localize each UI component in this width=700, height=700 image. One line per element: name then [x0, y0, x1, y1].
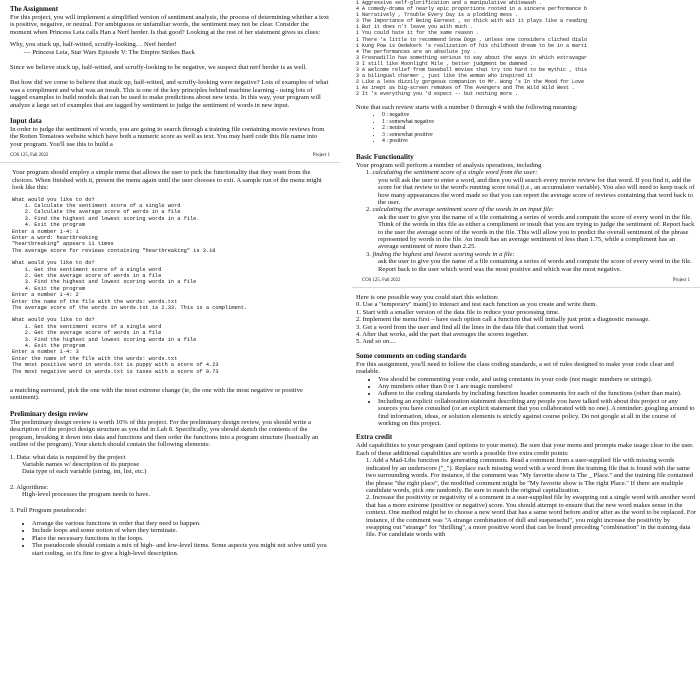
sample-run-1: What would you like to do? 1. Calculate the sentiment score of a single word 2. Calculate the average score of words in a file 3. Find the highest and lowest scoring words in a file. 4. Exit the program Enter a number 1-4: 1 Enter a word: heartbreaking "heartbreaking" appears 11 times The average score for reviews containing "heartbreaking" is 3.18 [12, 196, 216, 254]
plan-steps [356, 301, 696, 345]
plan-step: 0. Use a "temporary" main() to interact and test each function as you create and write them. [356, 301, 598, 309]
functionality-list [356, 169, 696, 273]
function-1-title: calculating the sentiment score of a single word from the user: [372, 169, 538, 177]
page-divider [352, 287, 700, 288]
function-2-body: ask the user to give you the name of a file containing a series of words and compute the score of every word in the file. Think of the words in this file as either a compliment or insult that you are trying to judge the sentiment of. Report back to the user the average score of the words in the file. This will allow you to predict the overall sentiment of the phrase represented by words in the file. An insult has an average sentiment of less than 1.75, while a compliment has an average sentiment of more than 2.25. [378, 213, 695, 251]
coding-bullet: • Adhere to the coding standards by including function header comments for each of the functions (other than main). [378, 390, 696, 397]
coding-bullet: • You should be commenting your code, and using constants in your code (not magic numbers or strings). [378, 376, 696, 383]
pseudo-bullet: • Include loops and some notion of when they terminate. [32, 527, 330, 534]
footer-project: Project 1 [312, 153, 330, 159]
score-legend-item: • 1 : somewhat negative [382, 119, 696, 126]
score-legend-item: • 4 : positive [382, 138, 696, 145]
training-data-sample: 1 Aggressive self-glorification and a manipulative whitewash . 4 A comedy-drama of nearly epic proportions rooted in a sincere performance b 1 Narratively , Trouble Every Day is a plodding mess . 3 The Importance of Being Earnest , so thick with wit it plays like a reading 1 But it does n't leave you with much . 1 You could hate it for the same reason . 1 There 's little to recommend Snow Dogs , unless one considers cliched dialo 1 Kung Pow is Oedekerk 's realization of his childhood dream to be in a marti 4 The performances are an absolute joy . 3 Fresnadillo has something serious to say about the ways in which extravagar 3 I still like Moonlight Mile , better judgment be damned . 3 A welcome relief from baseball movies that try too hard to be mythic , this 3 a bilingual charmer , just like the woman who inspired it 2 Like a less dizzily gorgeous companion to Mr. Wong 's In the Mood for Love 1 As inept as big-screen remakes of The Avengers and The Wild Wild West . 2 It 's everything you 'd expect -- but nothing more . [356, 0, 588, 98]
pseudocode-bullets [10, 520, 330, 557]
prelim-item-1b: Data type of each variable (string, int, list, etc.) [22, 468, 147, 476]
function-3-title: finding the highest and lowest scoring words in a file: [372, 250, 515, 258]
score-legend-item: • 3 : somewhat positive [382, 132, 696, 139]
basic-intro: Your program will perform a number of analysis operations, including [356, 161, 542, 169]
score-legend-item: • 0 : negative [382, 112, 696, 119]
prelim-item-2a: High-level processes the program needs to have. [22, 491, 150, 499]
assignment-paragraph-2: Since we believe stuck up, half-witted, and scruffy-looking to be negative, we suspect that nerf herder is as well. [10, 64, 307, 72]
footer-course: COS 125, Fall 2022 [362, 277, 401, 283]
continued-paragraph: a matching surround, pick the one with the most extreme change (ie, the one with the most negative or positive sentiment). [10, 387, 303, 402]
right-column [352, 0, 700, 700]
plan-step: 1. Start with a smaller version of the data file to reduce your processing time. [356, 308, 560, 316]
function-2: 2. calculating the average sentiment score of the words in an input file: [366, 206, 554, 214]
quote-line: Why, you stuck up, half-witted, scruffy-looking… Nerf herder! [10, 41, 177, 49]
page-footer-right [352, 278, 700, 284]
footer-project: Project 1 [672, 277, 690, 283]
basic-functionality-heading: Basic Functionality [356, 152, 414, 161]
coding-bullet: • Any numbers other than 0 or 1 are magic numbers! [378, 383, 696, 390]
quote-attribution: — Princess Leia, Star Wars Episode V: The Empire Strikes Back [24, 48, 195, 56]
assignment-paragraph-3: But how did we come to believe that stuck up, half-witted, and scruffy-looking were negative? Lots of examples of what was a compliment and what was an insult. This is one of the key principles behind machine learning - using lots of tagged examples to build models that can be used to make predictions about new texts. In this way, your program will analyze a large set of examples that are tagged by sentiment to judge the sentiment of words in new input. [10, 79, 329, 109]
prelim-item-1: 1. Data: what data is required by the project [10, 453, 126, 461]
extra-item: 1. Add a Mad-Libs function for generating comments. Read a comment from a user-supplied file with missing words indicated by an underscore ("_"). Replace each missing word with a word from the training file that is found with the same two surrounding words. For instance, if the comment was "My favorite show is The _ Place." and the training file contained the phrase "the right place", the modified comment might be "My favorite show is The right Place." If there are multiple candidate words, pick one randomly. Be sure to match the original capitalization. [366, 457, 694, 494]
prelim-item-3: 3. Full Program pseudocode: [10, 506, 87, 514]
coding-bullet: • Including an explicit collaboration statement describing any people you have talked with about this project or any sources you have consulted (or an explicit statement that you collaborated with no one). A reminder: googling around to find information, ideas, or solution elements is strictly against course policy. Do not google at all in the course of working on this project. [378, 398, 696, 428]
function-1: 1. calculating the sentiment score of a single word from the user: [366, 169, 538, 177]
input-data-paragraph: In order to judge the sentiment of words, you are going to search through a training file containing movie reviews from the Rotten Tomatoes website which have both a numeric score as well as text. You may hard code this file name into your program. You'll use this to build a [10, 126, 325, 148]
input-data-heading: Input data [10, 117, 42, 126]
pseudo-bullet: • Arrange the various functions in order that they need to happen. [32, 520, 330, 527]
coding-standards-heading: Some comments on coding standards [356, 351, 467, 360]
score-legend-item: • 2 : neutral [382, 125, 696, 132]
extra-item: 2. Increase the positivity or negativity of a comment in a user-supplied file by swapping out a single word with another word that has a more extreme (positive or negative) score. You should attempt to ensure that the new word makes sense in the context. One method might be to choose a new word that has a same word before and/or after as the word to be replaced. For instance, if the comment was "A strange combination of dull and suspenseful", you might increase the positivity by swapping out "strange" for "thrilling", a more positive word that can be found preceding "combination" in the training data file. For candidate words with [366, 494, 696, 539]
prelim-heading: Preliminary design review [10, 409, 89, 418]
pseudo-bullet: • The pseudocode should contain a mix of high- and low-level items. Some aspects you might not solve until you start coding, so it's fine to give a high-level description. [32, 542, 330, 557]
menu-intro: Your program should employ a simple menu that allows the user to pick the functionality that they want from the choices. When finished with it, present the menu again until the user chooses to exit. A sample run of the menu might look like this: [12, 169, 322, 192]
plan-step: 4. After that works, add the part that averages the scores together. [356, 331, 529, 338]
leia-quote [10, 41, 330, 56]
assignment-heading: The Assignment [10, 5, 59, 13]
plan-step: 3. Get a word from the user and find all the lines in the data file that contain that word. [356, 323, 585, 331]
pseudo-bullet: • Place the necessary functions in the loops. [32, 535, 330, 542]
function-3-body: ask the user to give you the name of a file containing a series of words and compute the score of every word in the file. Report back to the user which word was the most positive and which was the most negative. [378, 258, 692, 273]
extra-intro: Add capabilities to your program (and options to your menu). Be sure that your menu and prompts make usage clear to the user. Each of these additional capabilities are worth a possible five extra credit points: [356, 442, 694, 457]
left-column [0, 0, 340, 700]
footer-course: COS 125, Fall 2022 [10, 153, 49, 159]
coding-intro: For this assignment, you'll need to follow the class coding standards, a set of rules designed to make your code clear and readable. [356, 360, 674, 376]
coding-bullets [356, 376, 696, 428]
score-legend [356, 112, 696, 145]
prelim-paragraph: The preliminary design review is worth 10% of this project. For the preliminary design review, you should write a description of the project design structure as you did in Lab 8. Specifically, you should sketch the contents of the program, breaking it down into data and functions and then order the functions into a program structure (basically an outline of the program). Your sketch should contain the following elements: [10, 418, 319, 449]
sample-run-2: What would you like to do? 1. Get the sentiment score of a single word 2. Get the average score of words in a file 3. Find the highest and lowest scoring words in a file 4. Exit the program Enter a number 1-4: 2 Enter the name of the file with the words: words.txt The average score of the words in words.txt is 2.33. This is a compliment. [12, 260, 248, 311]
page-divider [0, 162, 340, 163]
plan-step: 2. Implement the menu first – have each option call a function that will initially just print a diagnostic message. [356, 316, 650, 324]
prelim-item-1a: Variable names w/ description of its purpose [22, 460, 140, 468]
function-1-body: you will ask the user to enter a word, and then you will search every movie review for that word. If you find it, add the score for that review to the word's running score total (i.e., an accumulator variable). You also will need to keep track of how many appearances the word made so that you can report the average score of reviews containing that word back to the user. [378, 176, 695, 206]
prelim-item-2: 2. Algorithms: [10, 483, 49, 491]
page-footer [0, 153, 340, 159]
score-note: Note that each review starts with a number 0 through 4 with the following meaning: [356, 103, 578, 111]
extra-credit-heading: Extra credit [356, 433, 393, 442]
function-3: 3. finding the highest and lowest scoring words in a file: [366, 250, 515, 258]
plan-step: 5. And so on.... [356, 338, 396, 346]
function-2-title: calculating the average sentiment score of the words in an input file: [372, 206, 554, 214]
plan-intro: Here is one possible way you could start this solution: [356, 293, 499, 301]
assignment-paragraph-1: For this project, you will implement a simplified version of sentiment analysis, the process of determining whether a text is positive, negative, or neutral. For ambiguous or unfamiliar words, the sentiment may not be clear. Consider the moment when Princess Leia calls Han a Nerf herder. Is that good? Looking at the rest of her statement gives us clues: [10, 14, 329, 36]
sample-run-3: What would you like to do? 1. Get the sentiment score of a single word 2. Get the average score of words in a file 3. Find the highest and lowest scoring words in a file 4. Exit the program Enter a number 1-4: 3 Enter the name of the file with the words: words.txt The most positive word in words.txt is puppy with a score of 4.23 The most negative word in words.txt is taxes with a score of 0.73 [12, 317, 219, 375]
